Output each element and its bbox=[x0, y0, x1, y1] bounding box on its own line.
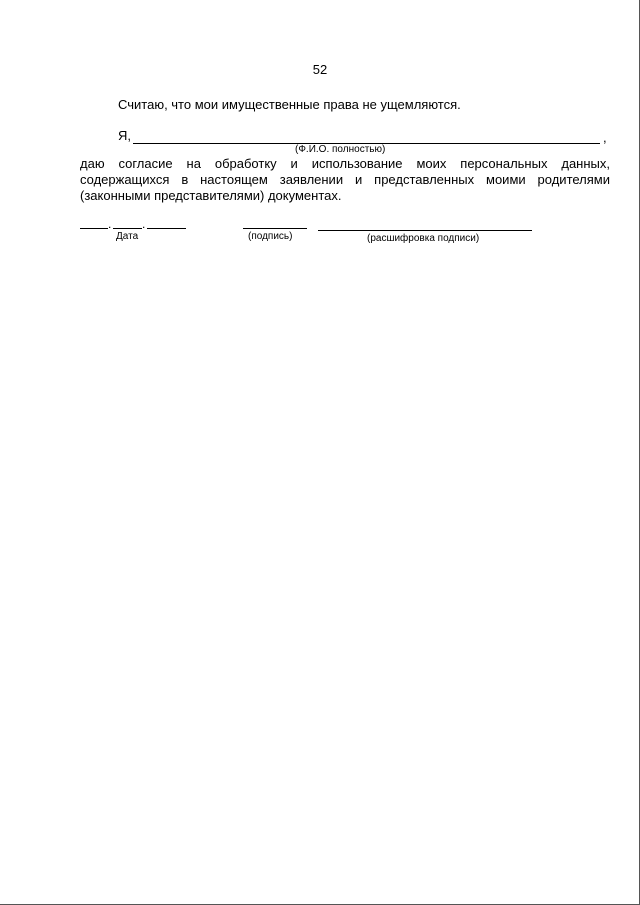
consent-line: содержащихся в настоящем заявлении и представленных моими родителями bbox=[80, 172, 610, 187]
consent-line: даю согласие на обработку и использование моих персональных данных, bbox=[80, 156, 610, 171]
signature-decoding-caption: (расшифровка подписи) bbox=[367, 233, 480, 244]
date-year-blank[interactable] bbox=[147, 228, 186, 229]
property-rights-statement: Считаю, что мои имущественные права не ущемляются. bbox=[118, 97, 461, 112]
fio-comma: , bbox=[603, 130, 607, 145]
consent-paragraph bbox=[80, 156, 610, 204]
date-caption: Дата bbox=[116, 231, 139, 242]
date-separator: . bbox=[142, 217, 146, 231]
page-number: 52 bbox=[312, 62, 328, 77]
signature-blank[interactable] bbox=[243, 228, 307, 229]
consent-line: (законными представителями) документах. bbox=[80, 188, 342, 203]
fio-caption: (Ф.И.О. полностью) bbox=[295, 144, 386, 155]
date-separator: . bbox=[108, 217, 112, 231]
date-month-blank[interactable] bbox=[113, 228, 142, 229]
date-day-blank[interactable] bbox=[80, 228, 108, 229]
ya-label: Я, bbox=[118, 128, 131, 143]
signature-caption: (подпись) bbox=[248, 231, 293, 242]
signature-decoding-blank[interactable] bbox=[318, 230, 532, 231]
